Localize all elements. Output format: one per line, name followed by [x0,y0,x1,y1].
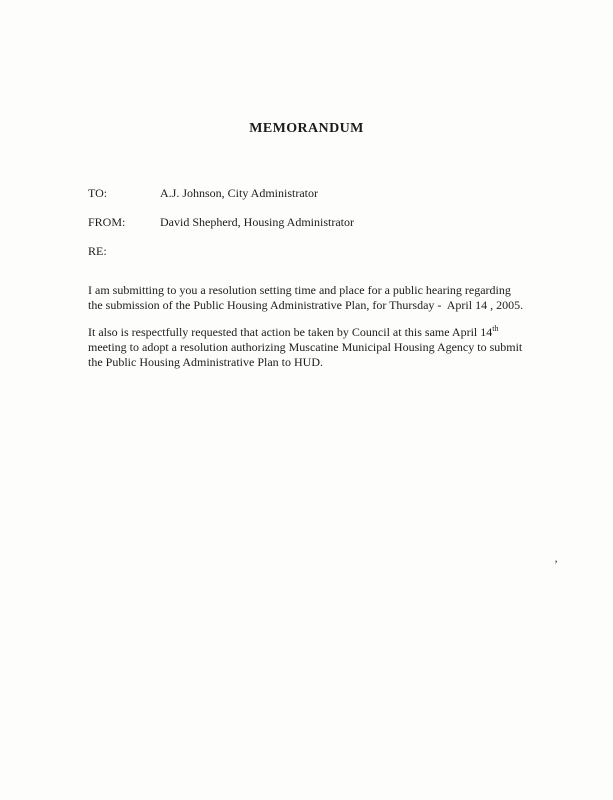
field-to-value: A.J. Johnson, City Administrator [160,186,319,200]
body-paragraph-2 [88,325,528,370]
field-to-label: TO: [88,186,108,200]
paragraph-2-text-before: It also is respectfully requested that action be taken by Council at this same April 14 [88,325,493,339]
field-from-value: David Shepherd, Housing Administrator [160,215,354,229]
memo-body [88,283,528,370]
memo-content [88,186,528,382]
field-from-label: FROM: [88,215,126,229]
memo-title: MEMORANDUM [249,121,364,136]
field-from [88,215,528,230]
scan-stray-mark: ’ [554,557,558,571]
paragraph-2-text-after: meeting to adopt a resolution authorizing Muscatine Municipal Housing Agency to submit the Public Housing Administrative Plan to HUD. [88,325,526,369]
memo-header-fields [88,186,528,259]
field-re-value [160,244,528,259]
body-paragraph-1: I am submitting to you a resolution setting time and place for a public hearing regarding the submission of the Public Housing Administrative Plan, for Thursday - April 14 , 2005. [88,283,524,312]
field-re [88,244,528,259]
field-re-label: RE: [88,244,107,258]
field-to [88,186,528,201]
paragraph-2-superscript: th [492,324,499,333]
